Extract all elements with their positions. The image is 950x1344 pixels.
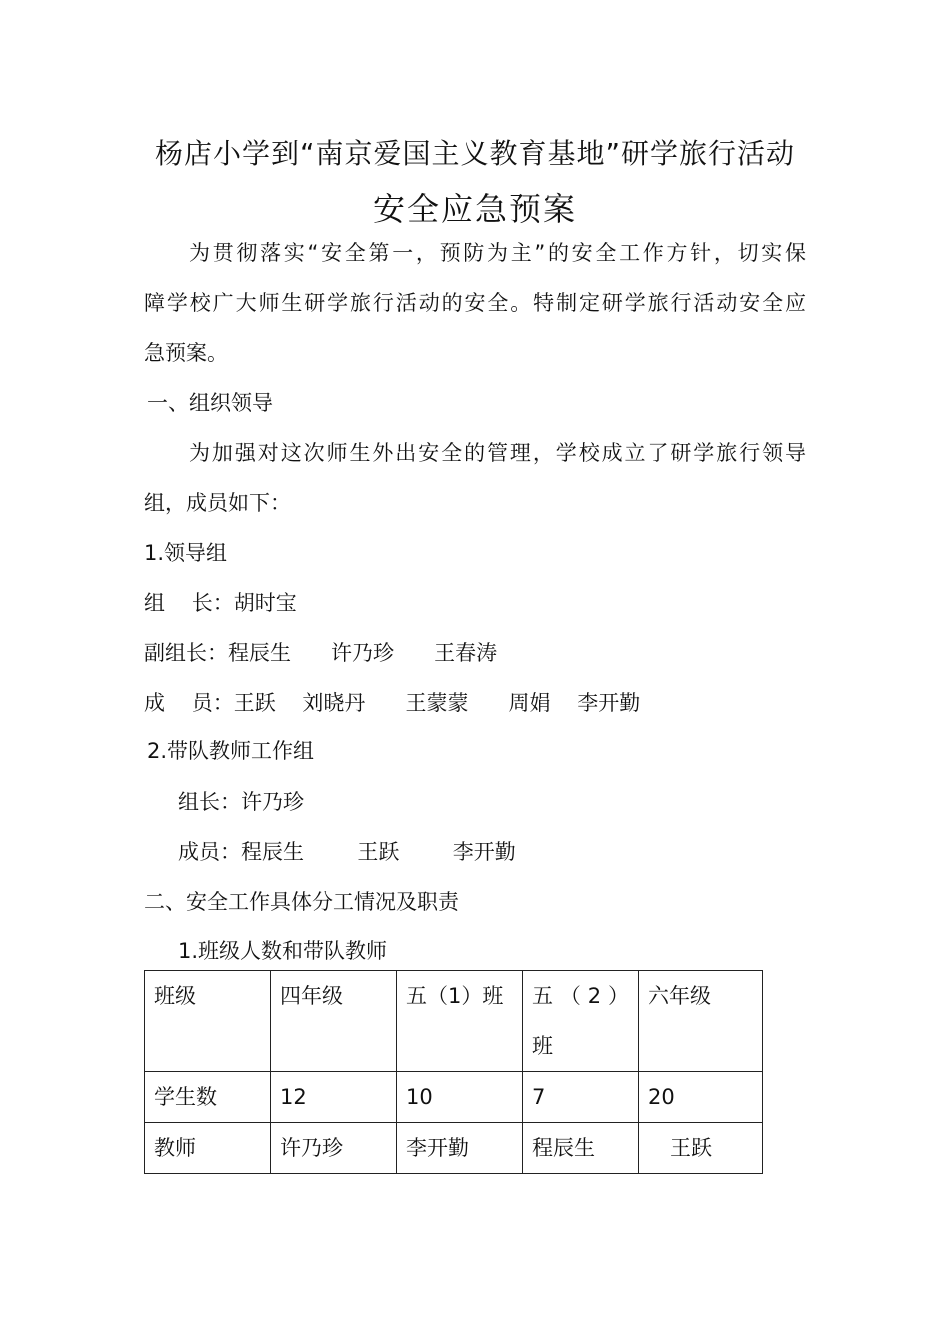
group2-title: 2.带队教师工作组 — [147, 739, 315, 763]
table-cell: 班级 — [145, 971, 271, 1072]
intro-line1: 为贯彻落实“安全第一，预防为主”的安全工作方针，切实保 — [189, 241, 806, 265]
table-cell: 王跃 — [639, 1123, 763, 1174]
leader-value: 胡时宝 — [233, 591, 297, 615]
section1-heading: 一、组织领导 — [147, 391, 273, 415]
deputy-row — [144, 637, 497, 667]
table-row — [145, 1123, 763, 1174]
class-table — [144, 970, 763, 1174]
section1-para-line1: 为加强对这次师生外出安全的管理，学校成立了研学旅行领导 — [189, 441, 806, 465]
table-cell: 10 — [397, 1072, 523, 1123]
table-cell: 20 — [639, 1072, 763, 1123]
document-title-line1: 杨店小学到“南京爱国主义教育基地”研学旅行活动 — [154, 137, 795, 170]
leader-label: 组 长： — [144, 591, 234, 615]
table-row — [145, 971, 763, 1072]
table-cell: 学生数 — [145, 1072, 271, 1123]
members-value: 王跃 刘晓丹 王蒙蒙 周娟 李开勤 — [233, 691, 641, 715]
table-cell: 六年级 — [639, 971, 763, 1072]
group2-leader: 组长：许乃珍 — [178, 790, 304, 814]
document-title-line2: 安全应急预案 — [372, 190, 577, 228]
section2-sub1: 1.班级人数和带队教师 — [178, 939, 388, 963]
leader-row — [144, 587, 297, 617]
table-cell — [523, 971, 639, 1072]
members-row — [144, 687, 640, 717]
members-label: 成 员： — [144, 691, 234, 715]
table-cell: 五（1）班 — [397, 971, 523, 1072]
table-cell: 许乃珍 — [271, 1123, 397, 1174]
group2-members: 成员：程辰生 王跃 李开勤 — [178, 840, 516, 864]
table-cell: 12 — [271, 1072, 397, 1123]
group1-title: 1.领导组 — [144, 541, 228, 565]
table-cell: 程辰生 — [523, 1123, 639, 1174]
table-cell: 教师 — [145, 1123, 271, 1174]
intro-line3: 急预案。 — [144, 341, 228, 365]
table-cell: 李开勤 — [397, 1123, 523, 1174]
deputy-value: 程辰生 许乃珍 王春涛 — [228, 641, 498, 665]
deputy-label: 副组长： — [144, 641, 228, 665]
section2-heading: 二、安全工作具体分工情况及职责 — [144, 890, 459, 914]
intro-line2: 障学校广大师生研学旅行活动的安全。特制定研学旅行活动安全应 — [144, 291, 806, 315]
table-cell-text: 五（2）班 — [532, 984, 629, 1058]
table-cell: 四年级 — [271, 971, 397, 1072]
table-row — [145, 1072, 763, 1123]
section1-para-line2: 组，成员如下： — [144, 491, 291, 515]
table-cell: 7 — [523, 1072, 639, 1123]
